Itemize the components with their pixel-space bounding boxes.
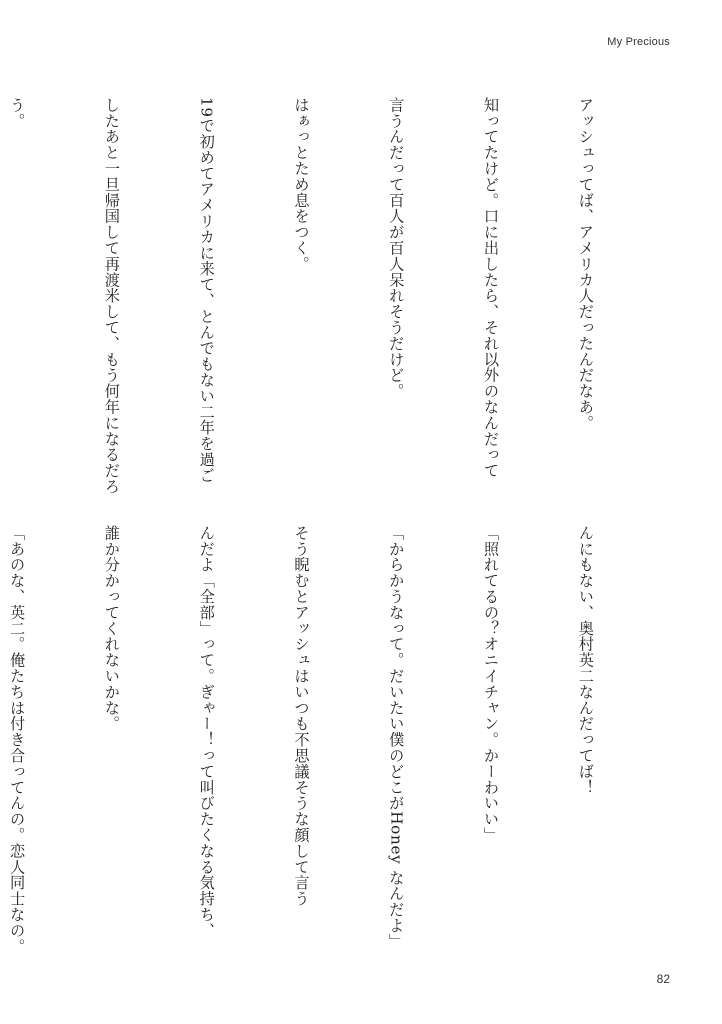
text-line: 言うんだって百人が百人呆れそうだけど。 [387,97,406,400]
text-line: 知ってたけど。口に出したら、それ以外のなんだって [482,97,501,479]
lower-text-block [8,525,664,955]
text-line: 誰か分かってくれないかな。 [102,525,121,732]
text-line: 「照れてるの？オニイチャン。かーわいい」 [482,525,501,843]
text-line: そう睨むとアッシュはいつも不思議そうな顔して言う [292,525,311,907]
text-line: 19で初めてアメリカに来て、とんでもない二年を過ご [197,97,216,484]
text-line: アッシュってば、アメリカ人だったんだなあ。 [576,97,595,431]
text-line: 「からかうなって。だいたい僕のどこがHoney なんだよ」 [387,525,406,950]
page-number: 82 [656,972,670,986]
text-line: う。 [8,97,27,129]
text-line: したあと一旦帰国して再渡米して、もう何年になるだろ [102,97,121,495]
running-header: My Precious [607,36,670,48]
upper-text-block [8,97,664,495]
text-line: んだよ「全部」って。ぎゃー！って叫びたくなる気持ち、 [197,525,216,939]
text-line: 「あのな、英二。俺たちは付き合ってんの。恋人同士なの。 [8,525,27,955]
text-line: んにもない、奥村英二なんだってば！ [576,525,595,796]
text-line: はぁっとため息をつく。 [292,97,311,272]
